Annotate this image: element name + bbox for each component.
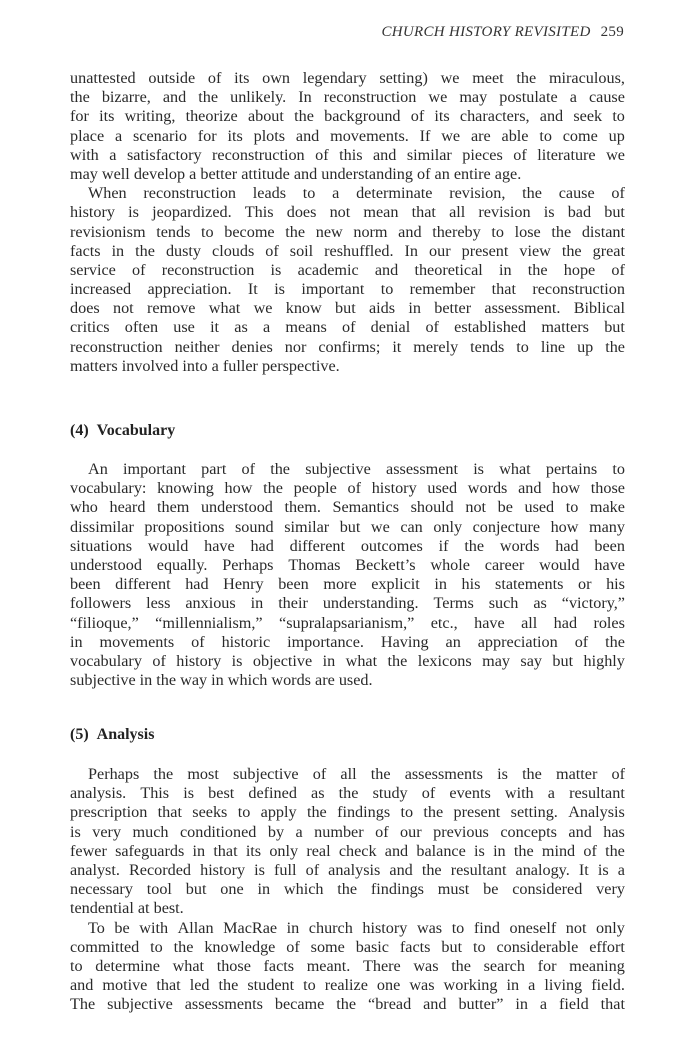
text-line: revisionism tends to become the new norm and thereby to lose the distant [70, 222, 625, 241]
text-line: The subjective assessments became the “bread and butter” in a field that [70, 995, 625, 1014]
body-text-analysis [70, 765, 625, 1014]
section-title: Vocabulary [96, 422, 176, 439]
text-line: matters involved into a fuller perspective. [70, 356, 340, 375]
section-heading-analysis [70, 725, 154, 745]
text-line: situations would have had different outcomes if the words had been [70, 536, 625, 555]
text-line: “filioque,” “millennialism,” “supralapsarianism,” etc., have all had roles [70, 613, 625, 632]
text-line: analysis. This is best defined as the study of events with a resultant [70, 784, 625, 803]
text-line: reconstruction neither denies nor confirms; it merely tends to line up the [70, 337, 625, 356]
text-line: been different had Henry been more explicit in his statements or his [70, 575, 625, 594]
running-head [381, 24, 624, 41]
text-line: followers less anxious in their understanding. Terms such as “victory,” [70, 594, 625, 613]
text-line: When reconstruction leads to a determinate revision, the cause of [88, 184, 625, 203]
section-number: (4) [70, 422, 89, 439]
text-line: subjective in the way in which words are used. [70, 671, 373, 690]
text-line: vocabulary of history is objective in what the lexicons may say but highly [70, 651, 625, 670]
text-line: necessary tool but one in which the findings must be considered very [70, 880, 625, 899]
text-line: increased appreciation. It is important to remember that reconstruction [70, 280, 625, 299]
text-line: does not remove what we know but aids in better assessment. Biblical [70, 299, 625, 318]
text-line: to determine what those facts meant. There was the search for meaning [70, 956, 625, 975]
text-line: history is jeopardized. This does not mean that all revision is bad but [70, 203, 625, 222]
text-line: understood equally. Perhaps Thomas Beckett’s whole career would have [70, 555, 625, 574]
text-line: fewer safeguards in that its only real check and balance is in the mind of the [70, 841, 625, 860]
text-line: in movements of historic importance. Having an appreciation of the [70, 632, 625, 651]
running-title: CHURCH HISTORY REVISITED [381, 24, 591, 40]
text-line: and motive that led the student to realize one was working in a living field. [70, 976, 625, 995]
body-text-intro [70, 69, 625, 376]
section-title: Analysis [96, 726, 155, 743]
text-line: To be with Allan MacRae in church history was to find oneself not only [88, 918, 625, 937]
text-line: Perhaps the most subjective of all the assessments is the matter of [88, 765, 625, 783]
text-line: may well develop a better attitude and understanding of an entire age. [70, 164, 522, 183]
section-number: (5) [70, 726, 89, 743]
text-line: An important part of the subjective assessment is what pertains to [88, 460, 625, 478]
text-line: dissimilar propositions sound similar but we can only conjecture how many [70, 517, 625, 536]
text-line: facts in the dusty clouds of soil reshuffled. In our present view the great [70, 241, 625, 260]
text-line: for its writing, theorize about the background of its characters, and seek to [70, 107, 625, 126]
text-line: unattested outside of its own legendary setting) we meet the miraculous, [70, 69, 625, 87]
text-line: committed to the knowledge of some basic facts but to considerable effort [70, 937, 625, 956]
text-line: critics often use it as a means of denial of established matters but [70, 318, 625, 337]
text-line: with a satisfactory reconstruction of this and similar pieces of literature we [70, 145, 625, 164]
page-number: 259 [600, 24, 624, 40]
text-line: vocabulary: knowing how the people of history used words and how those [70, 479, 625, 498]
text-line: service of reconstruction is academic and theoretical in the hope of [70, 260, 625, 279]
text-line: the bizarre, and the unlikely. In reconstruction we may postulate a cause [70, 88, 625, 107]
text-line: analyst. Recorded history is full of analysis and the resultant analogy. It is a [70, 860, 625, 879]
section-heading-vocabulary [70, 421, 175, 441]
text-line: who heard them understood them. Semantics should not be used to make [70, 498, 625, 517]
text-line: prescription that seeks to apply the findings to the present setting. Analysis [70, 803, 625, 822]
text-line: place a scenario for its plots and movements. If we are able to come up [70, 126, 625, 145]
body-text-vocabulary [70, 460, 625, 690]
text-line: is very much conditioned by a number of our previous concepts and has [70, 822, 625, 841]
text-line: tendential at best. [70, 899, 184, 918]
